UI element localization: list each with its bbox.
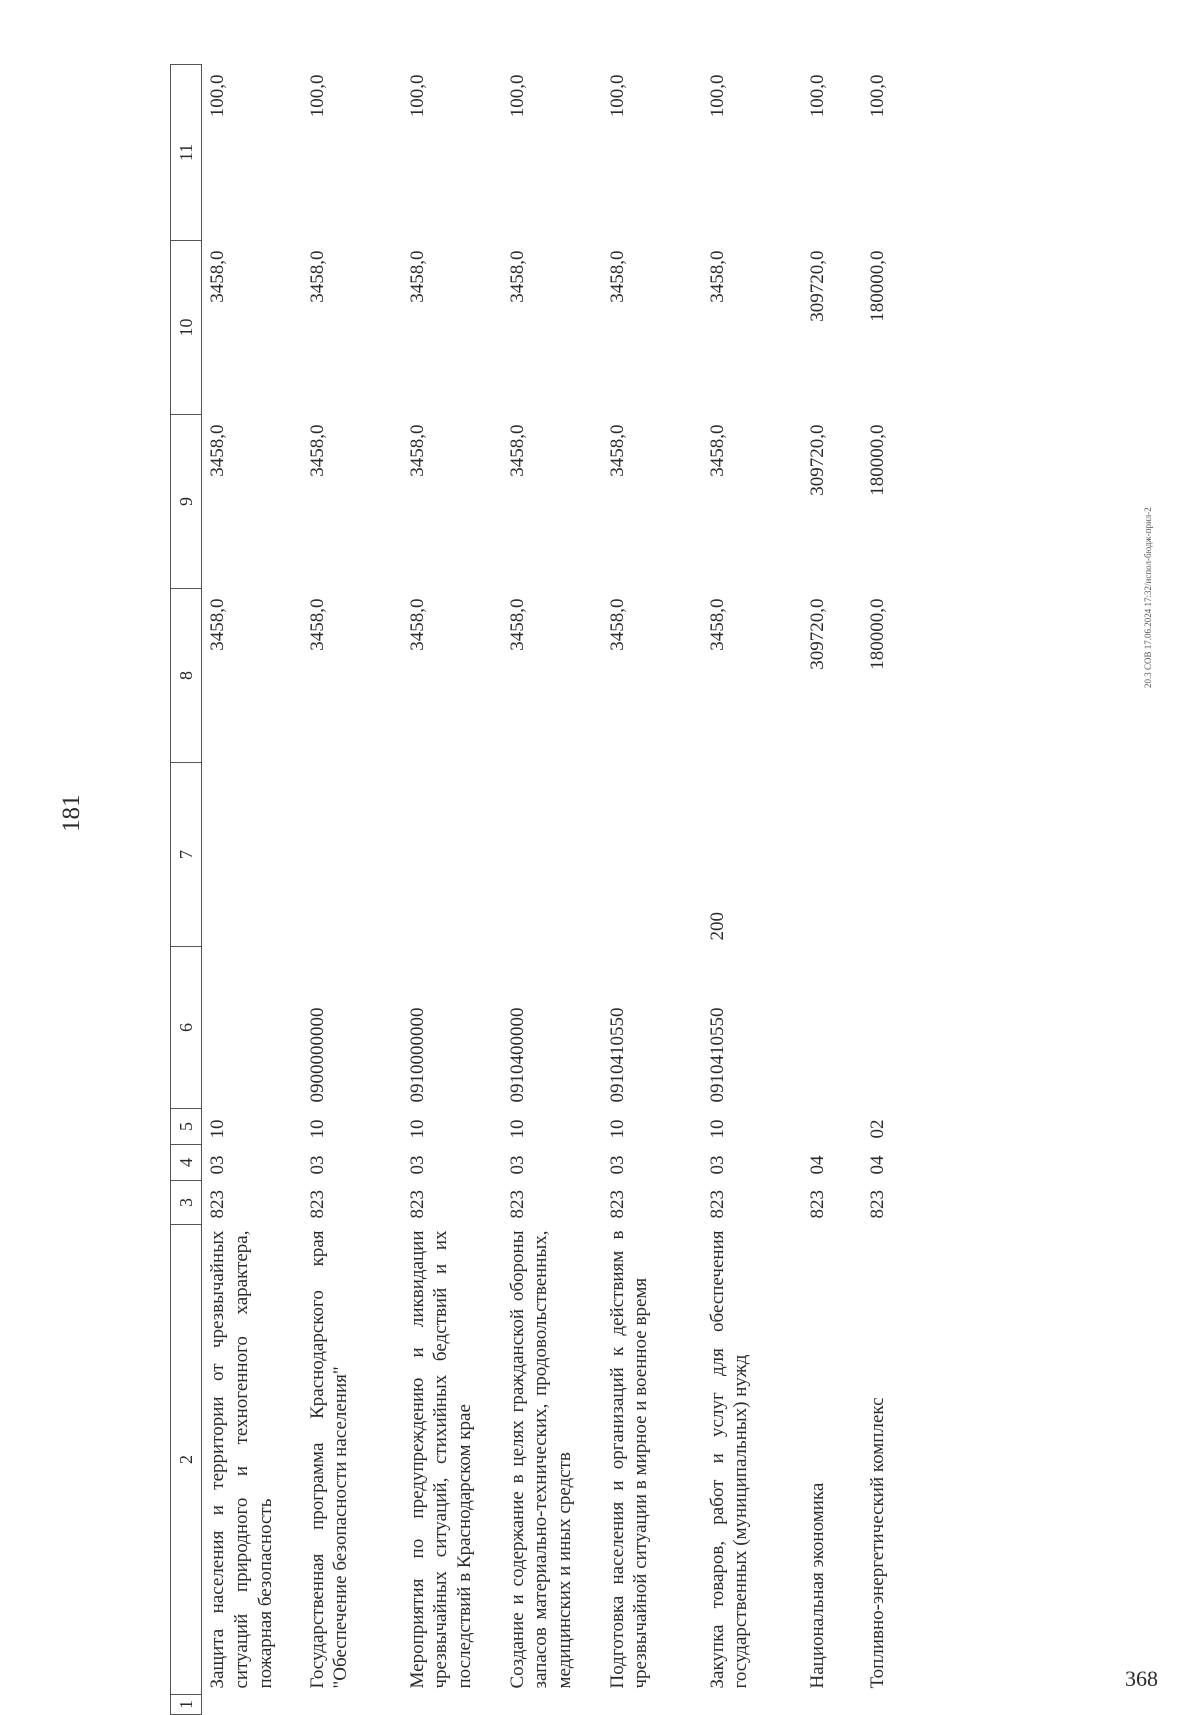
cell-c9: 3458,0 — [207, 424, 228, 477]
cell-c11: 100,0 — [406, 74, 428, 118]
cell-c10: 3458,0 — [406, 250, 428, 303]
row-name: Закупка товаров, работ и услуг для обеспечения государственных (муниципальных) нужд — [706, 1230, 752, 1689]
cell-c10: 3458,0 — [606, 250, 628, 303]
cell-c9: 3458,0 — [306, 424, 328, 477]
cell-c7: 200 — [706, 912, 728, 941]
cell-c6: 0910410550 — [706, 1007, 728, 1103]
cell-c4: 04 — [806, 1155, 828, 1175]
cell-c4: 03 — [706, 1155, 728, 1175]
cell-c8: 3458,0 — [606, 598, 628, 651]
cell-c4: 03 — [306, 1155, 328, 1175]
cell-c7 — [602, 763, 702, 947]
cell-c4: 03 — [606, 1155, 628, 1175]
page-number: 181 — [58, 794, 85, 832]
header-cell: 2 — [171, 1225, 202, 1695]
cell-c3: 823 — [806, 1190, 828, 1219]
header-cell: 8 — [171, 589, 202, 763]
table-row — [862, 65, 922, 1715]
cell-c3: 823 — [606, 1190, 628, 1219]
cell-c7 — [202, 763, 302, 947]
header-cell: 1 — [171, 1695, 202, 1715]
cell-c9: 180000,0 — [866, 424, 888, 496]
row-name: Национальная экономика — [806, 1482, 828, 1689]
cell-c10: 3458,0 — [506, 250, 528, 303]
row-name: Топливно-энергетический комплекс — [866, 1397, 888, 1689]
header-cell: 9 — [171, 415, 202, 589]
cell-c5: 10 — [606, 1119, 628, 1139]
table-row — [702, 65, 802, 1715]
cell-c3: 823 — [506, 1190, 528, 1219]
cell-c10: 3458,0 — [207, 250, 228, 303]
row-name: Защита населения и территории от чрезвычайных ситуаций природного и техногенного характера, пожарная безопасность — [207, 1230, 276, 1689]
header-cell: 11 — [171, 65, 202, 241]
cell-c9: 3458,0 — [606, 424, 628, 477]
cell-c5 — [802, 1109, 862, 1145]
cell-c3: 823 — [306, 1190, 328, 1219]
cell-c8: 3458,0 — [406, 598, 428, 651]
cell-c5: 10 — [406, 1119, 428, 1139]
cell-c6 — [202, 947, 302, 1109]
cell-c8: 180000,0 — [866, 598, 888, 670]
cell-c5: 10 — [306, 1119, 328, 1139]
header-cell: 10 — [171, 241, 202, 415]
table-row — [302, 65, 402, 1715]
cell-c9: 3458,0 — [706, 424, 728, 477]
budget-table — [170, 64, 922, 1715]
cell-c6: 0910410550 — [606, 1007, 628, 1103]
cell-c6 — [862, 947, 922, 1109]
cell-c11: 100,0 — [706, 74, 728, 118]
cell-c4: 03 — [406, 1155, 428, 1175]
cell-c7 — [862, 763, 922, 947]
header-cell: 4 — [171, 1145, 202, 1181]
budget-table-container — [170, 65, 1190, 1715]
cell-c5: 02 — [866, 1119, 888, 1139]
table-row — [802, 65, 862, 1715]
cell-c7 — [802, 763, 862, 947]
header-cell: 7 — [171, 763, 202, 947]
cell-c5: 10 — [207, 1119, 228, 1139]
cell-c8: 3458,0 — [706, 598, 728, 651]
cell-c6: 0910400000 — [506, 1007, 528, 1103]
table-row — [402, 65, 502, 1715]
header-cell: 3 — [171, 1181, 202, 1225]
cell-c11: 100,0 — [866, 74, 888, 118]
cell-c11: 100,0 — [606, 74, 628, 118]
row-name: Подготовка населения и организаций к действиям в чрезвычайной ситуации в мирное и военное время — [606, 1230, 652, 1689]
cell-c3: 823 — [706, 1190, 728, 1219]
table-header-row — [171, 65, 202, 1715]
cell-c3: 823 — [866, 1190, 888, 1219]
cell-c7 — [302, 763, 402, 947]
cell-c3: 823 — [207, 1190, 228, 1219]
row-name: Создание и содержание в целях гражданской обороны запасов материально-технических, продовольственных, медицинских и иных средств — [506, 1230, 575, 1689]
footer-code: 20.3 СОВ 17.06.2024 17:32/испол-бюдж-прил-2 — [1143, 507, 1153, 688]
cell-c10: 3458,0 — [706, 250, 728, 303]
cell-c3: 823 — [406, 1190, 428, 1219]
header-cell: 5 — [171, 1109, 202, 1145]
cell-c8: 309720,0 — [806, 598, 828, 670]
cell-c9: 309720,0 — [806, 424, 828, 496]
cell-c6 — [802, 947, 862, 1109]
cell-c5: 10 — [506, 1119, 528, 1139]
cell-c7 — [402, 763, 502, 947]
row-name: Государственная программа Краснодарского края "Обеспечение безопасности населения" — [306, 1230, 352, 1689]
cell-c4: 04 — [866, 1155, 888, 1175]
cell-c10: 3458,0 — [306, 250, 328, 303]
cell-c11: 100,0 — [806, 74, 828, 118]
cell-c8: 3458,0 — [207, 598, 228, 651]
cell-c4: 03 — [506, 1155, 528, 1175]
cell-c10: 180000,0 — [866, 250, 888, 322]
cell-c8: 3458,0 — [506, 598, 528, 651]
header-cell: 6 — [171, 947, 202, 1109]
cell-c9: 3458,0 — [406, 424, 428, 477]
cell-c9: 3458,0 — [506, 424, 528, 477]
table-row — [502, 65, 602, 1715]
table-row — [602, 65, 702, 1715]
cell-c8: 3458,0 — [306, 598, 328, 651]
cell-c6: 0900000000 — [306, 1007, 328, 1103]
cell-c11: 100,0 — [306, 74, 328, 118]
table-row — [202, 65, 302, 1715]
cell-c4: 03 — [207, 1155, 228, 1175]
side-page-number: 368 — [1125, 1666, 1158, 1691]
cell-c10: 309720,0 — [806, 250, 828, 322]
row-name: Мероприятия по предупреждению и ликвидации чрезвычайных ситуаций, стихийных бедствий и их последствий в Краснодарском крае — [406, 1230, 475, 1689]
cell-c11: 100,0 — [207, 74, 228, 118]
cell-c5: 10 — [706, 1119, 728, 1139]
cell-c6: 0910000000 — [406, 1007, 428, 1103]
cell-c7 — [502, 763, 602, 947]
cell-c11: 100,0 — [506, 74, 528, 118]
